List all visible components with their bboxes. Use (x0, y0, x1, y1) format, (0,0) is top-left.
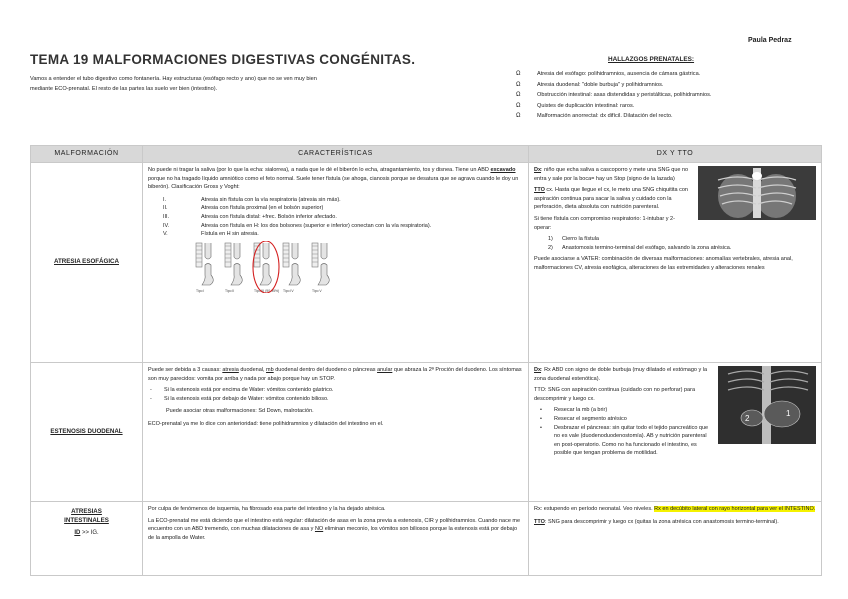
surgery-step (548, 235, 816, 244)
text-underlined: mb (266, 367, 274, 373)
xray-label-2: 2 (745, 414, 750, 423)
characteristics-cell (143, 163, 529, 362)
highlighted-text: Rx en decúbito lateral con rayo horizontal para ver el INTESTINO. (654, 506, 816, 512)
omega-bullet-icon: Ω (516, 71, 521, 77)
prenatal-item (512, 80, 832, 91)
item-text: Atresia con fístula en H: los dos bolsones (superior e inferior) conectan con la vía respiratoria). (201, 222, 432, 229)
dx-tto-cell (529, 502, 821, 575)
prenatal-item (512, 101, 832, 112)
atresia-type-figure (225, 243, 242, 293)
dot-bullet-icon: • (540, 407, 542, 414)
prenatal-findings (512, 56, 832, 122)
prenatal-item-text: Atresia duodenal: "doble burbuja" y polihidramnios. (537, 81, 664, 88)
prenatal-title: HALLAZGOS PRENATALES: (608, 56, 695, 63)
surgery-steps (548, 235, 816, 252)
vater-text: Puede asociarse a VATER: combinación de diversas malformaciones: anomalías vertebrales, atresia anal, malformaciones CV, atresia esofágica, alteraciones de las extremidades y alteraciones renales (534, 256, 793, 271)
prenatal-list (512, 69, 832, 122)
omega-bullet-icon: Ω (516, 102, 521, 109)
omega-bullet-icon: Ω (516, 81, 521, 88)
dx-label: Dx (534, 167, 542, 173)
dx-text: Rx: estupendo en período neonatal. Veo niveles. (534, 506, 655, 512)
atresia-types-figure (188, 241, 338, 293)
step-number: 2) (548, 244, 553, 251)
atresia-type-figure (196, 243, 213, 293)
dash-bullet: - (150, 395, 152, 402)
xray-label-1: 1 (786, 409, 791, 418)
surgery-step (548, 244, 816, 253)
text: No puede ni tragar la saliva (por lo que la echa: sialorrea), a nada que le dé el biberón lo echa, atragantamiento, tos y disnea. Tiene un ABD (148, 167, 491, 173)
tto-item-text: Resecar la mb (a brir) (554, 407, 608, 414)
text: >> IG. (80, 530, 99, 537)
prenatal-item (512, 111, 832, 122)
header-caracteristicas: CARACTERÍSTICAS (143, 146, 529, 162)
omega-bullet-icon: Ω (516, 92, 521, 98)
omega-bullet-icon: Ω (516, 113, 521, 119)
malformations-table (30, 145, 822, 576)
associated-text: Puede asociar otras malformaciones: Sd Down, malrotación. (166, 408, 314, 415)
header-malformacion: MALFORMACIÓN (31, 146, 143, 162)
characteristics-cell (143, 502, 529, 575)
text-underlined: atresia (222, 367, 239, 373)
bullet-text: Si la estenosis está por encima de Water: vómitos contenido gástrico. (164, 387, 334, 394)
text: La ECO-prenatal me está diciendo que el intestino está regular: dilatación de asas en la zona previa a estenosis, CIR y polihidramnios. Cuando nace me encuentro con un ABD tremendo, con muchas dilataciones de asa y (148, 517, 521, 533)
tto-item-text: Desbrazar el páncreas: sin quitar todo el tejido pancreático que no es vale (duodenoduodenostomía). AB y nutrición parenteral en post-operatorio. Como no ha funcionado el intestino, es posible que tengan problema de motilidad. (554, 424, 709, 457)
gross-vogt-item (163, 230, 523, 239)
prenatal-item (512, 69, 832, 80)
text: que abraza la 2ª Proción del duodeno. Los síntomas son muy parecidos: vomita por arriba y nada por abajo porque hay un STOP. (148, 367, 522, 382)
eco-text: ECO-prenatal ya me lo dice con anterioridad: tiene polihidramnios y dilatación del intestino en el. (148, 420, 384, 427)
text: duodenal dentro del duodeno o páncreas (273, 367, 378, 373)
text-underlined: excavado (490, 167, 516, 173)
text: porque no ha tragado líquido amniótico como el feto normal. Suele tener fístula (se ahoga, cianosis porque se desatura que se agrava cuando le doy un biberón). Clasificación Gross y Voght: (148, 175, 519, 191)
dash-bullet: - (150, 387, 152, 394)
prenatal-item-text: Obstrucción intestinal: asas distendidas y peristálticas, polihidramnios. (537, 92, 712, 98)
duodenal-bullets (150, 386, 523, 403)
dx-text: : niño que echa saliva a cascoporro y mete una SNG que no entra y sale por la boca= hay un Stop (signo de la lazada) (534, 167, 689, 182)
item-text: Atresia con fístula proximal (en el bolsón superior) (201, 205, 324, 212)
duodenal-bullet (150, 386, 523, 395)
item-number: V. (163, 231, 168, 238)
atresia-type-figure (283, 243, 300, 293)
step-number: 1) (548, 236, 553, 243)
author-name: Paula Pedraz (748, 37, 792, 44)
tto-text: cx. Hasta que llegue el cx, le meto una SNG chiquitita con aspiración continua para sacar la saliva y cuidado con la perforación, dieta absoluta con nutrición parenteral. (534, 187, 688, 211)
item-text: Fístula en H sin atresia. (201, 231, 259, 238)
tto-text: : SNG para descomprimir y luego cx (quitas la zona atrésica con anastomosis termino-terminal). (544, 518, 779, 525)
row-subtitle (74, 529, 98, 538)
chest-xray-image (698, 166, 816, 220)
bullet-text: Si la estenosis está por debajo de Water: vómitos contenido bilioso. (164, 395, 329, 402)
abdominal-xray-image (718, 366, 816, 444)
tto-label: TTO (534, 518, 545, 525)
intro-text: Vamos a entender el tubo digestivo como fontanería. Hay estructuras (esófago recto y ano) que no se ven muy bien mediante ECO-prenatal. El resto de las partes las suelo ver bien (intestino). (30, 76, 317, 92)
row-name: ESTENOSIS DUODENAL (50, 427, 123, 435)
xray-graphic (718, 366, 816, 444)
text: duodenal, (238, 367, 267, 373)
step-text: Cierro la fístula (562, 236, 599, 243)
atresia-type-label: Tipo II (225, 288, 235, 293)
prenatal-item (512, 90, 832, 101)
item-number: I. (163, 196, 167, 203)
item-number: IV. (163, 222, 170, 229)
gross-vogt-list (163, 196, 523, 239)
fistula-text: Si tiene fístula con compromiso respiratorio: 1-intubar y 2-operar: (534, 215, 675, 231)
item-number: III. (163, 213, 170, 220)
gross-vogt-item (163, 222, 523, 231)
tto-item (540, 406, 712, 415)
item-text: Atresia con fístula distal: +frec. Bolsón inferior afectado. (201, 213, 337, 220)
dot-bullet-icon: • (540, 424, 542, 431)
dx-tto-cell (529, 363, 821, 501)
atresia-type-label: Tipo I (196, 288, 205, 293)
row-name: ATRESIAS INTESTINALES (64, 508, 109, 524)
text: Por culpa de fenómenos de isquemia, ha fibrosado esa parte del intestino y la ha dejado atrésica. (148, 506, 386, 512)
xray-graphic (698, 166, 816, 220)
step-text: Anastomosis termino-terminal del esófago, salvando la zona atrésica. (562, 244, 732, 251)
prenatal-item-text: Quistes de duplicación intestinal: raros. (537, 102, 635, 109)
dx-tto-cell (529, 163, 821, 362)
table-row-estenosis-duodenal (31, 362, 821, 501)
dot-bullet-icon: • (540, 415, 542, 422)
tto-item (540, 424, 712, 458)
prenatal-item-text: Malformación anorrectal: dx difícil. Dilatación del recto. (537, 113, 673, 119)
gross-vogt-item (163, 196, 523, 205)
item-number: II. (163, 205, 168, 212)
atresia-type-label: Tipo V (312, 288, 322, 293)
atresia-type-figure (312, 243, 329, 293)
table-row-atresias-intestinales (31, 501, 821, 575)
tto-label: TTO (534, 187, 545, 194)
dx-text: : Rx ABD con signo de doble burbuja (muy dilatado el estómago y la zona duodenal estenótica). (534, 367, 708, 382)
item-text: Atresia sin fístula con la vía respiratoria (atresia sin más). (201, 196, 341, 203)
duodenal-bullet (150, 395, 523, 404)
atresia-type-label: Tipo IV (283, 288, 294, 293)
table-header-row (31, 146, 821, 162)
prenatal-item-text: Atresia del esófago: polihidramnios, ausencia de cámara gástrica. (537, 71, 701, 77)
gross-vogt-item (163, 204, 523, 213)
header-dx-tto: DX Y TTO (656, 149, 694, 157)
page-title: TEMA 19 MALFORMACIONES DIGESTIVAS CONGÉNITAS. (30, 52, 416, 67)
tto-item-text: Resecar el segmento atrésico (554, 415, 627, 422)
characteristics-cell (143, 363, 529, 501)
atresia-type-label: Tipo III (90-95%) (254, 288, 280, 293)
text-underlined: NO (314, 526, 324, 533)
tto-text: TTO: SNG con aspiración continua (cuidado con no perforar) para descomprimir y luego cx. (534, 387, 696, 402)
text-underlined: anular (377, 367, 393, 373)
row-name: ATRESIA ESOFÁGICA (54, 258, 119, 266)
tto-item (540, 415, 712, 424)
text-underlined: ID (74, 530, 81, 537)
gross-vogt-item (163, 213, 523, 222)
esophageal-atresia-diagram (188, 241, 523, 293)
dx-label: Dx (534, 367, 542, 373)
table-row-atresia-esofagica (31, 162, 821, 362)
text: Puede ser debida a 3 causas: (148, 367, 223, 373)
text: eliminan meconio, los vómitos son biliosos porque la estenosis está por debajo de la ampolla de Water. (148, 526, 518, 541)
